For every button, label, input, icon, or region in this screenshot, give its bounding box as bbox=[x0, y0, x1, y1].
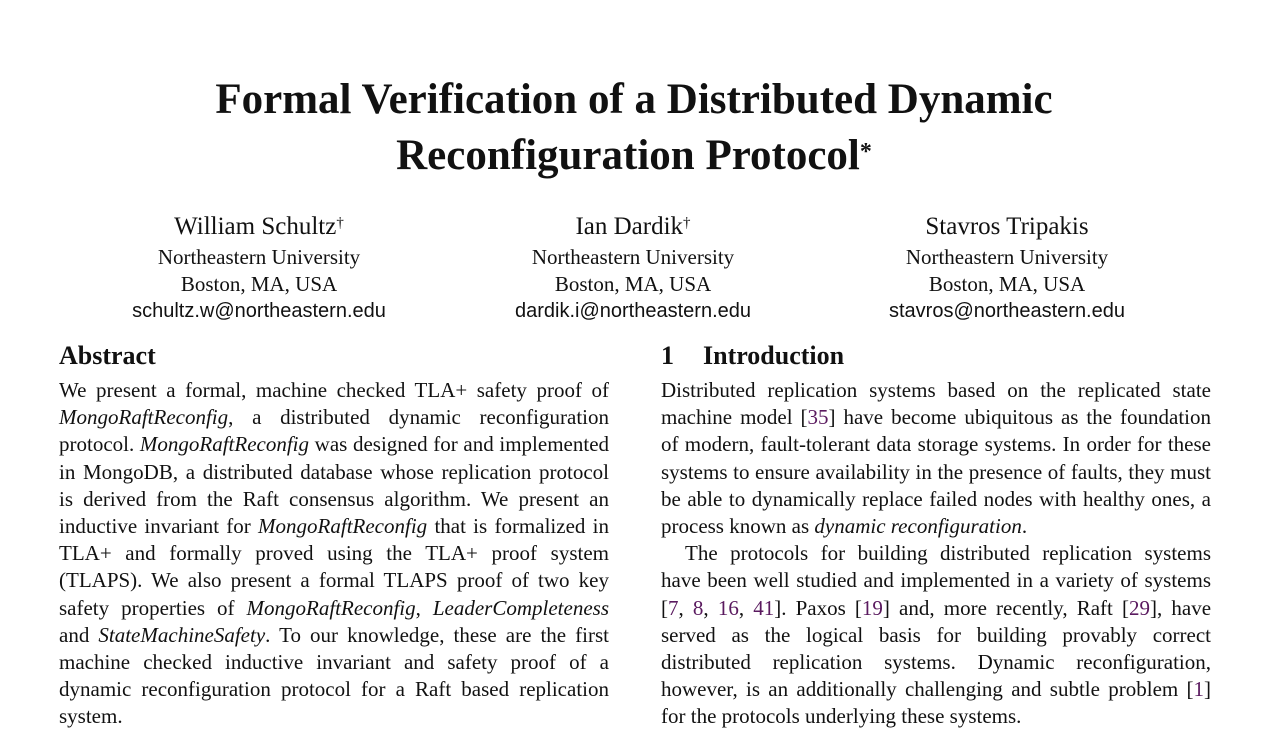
intro-paragraph-2 bbox=[661, 540, 1211, 730]
citation-link[interactable]: 16 bbox=[717, 595, 739, 620]
section-number: 1 bbox=[661, 341, 674, 370]
author-name bbox=[89, 210, 429, 244]
text-run: Distributed replication systems based on the replicated state machine model [ bbox=[661, 378, 1211, 430]
author-name-text: Ian Dardik bbox=[575, 213, 684, 240]
title-footnote-marker: * bbox=[859, 139, 872, 165]
text-run: , bbox=[678, 595, 693, 620]
author-location: Boston, MA, USA bbox=[180, 272, 338, 296]
author-name-text: Stavros Tripakis bbox=[925, 213, 1089, 240]
author-email: stavros@northeastern.edu bbox=[889, 300, 1125, 322]
abstract-heading: Abstract bbox=[59, 341, 156, 370]
author-name bbox=[463, 210, 803, 244]
citation-link[interactable]: 41 bbox=[753, 595, 775, 620]
author-name-text: William Schultz bbox=[174, 213, 337, 240]
text-run: We present a formal, machine checked TLA+ safety proof of bbox=[59, 378, 609, 402]
text-run: was designed for and implemented in MongoDB, a distributed database whose replication protocol is derived from the Raft consensus algorithm. We present an inductive invariant for bbox=[59, 432, 610, 539]
author-block-3 bbox=[837, 210, 1177, 325]
text-run: ] and, more recently, Raft [ bbox=[882, 595, 1130, 620]
citation-link[interactable]: 8 bbox=[692, 595, 704, 620]
text-run: , bbox=[738, 595, 754, 620]
emphasis: MongoRaftReconfig bbox=[258, 514, 428, 539]
abstract-paragraph bbox=[59, 377, 609, 731]
title-line-2-text: Reconfiguration Protocol bbox=[396, 132, 860, 179]
text-run: . To our knowledge, these are the first machine checked inductive invariant and safety proof of a dynamic reconfiguration protocol for a Raft based replication system. bbox=[59, 622, 609, 729]
paper-title bbox=[0, 72, 1268, 184]
author-location: Boston, MA, USA bbox=[928, 272, 1086, 296]
title-line-2 bbox=[0, 128, 1268, 184]
text-run: and bbox=[59, 622, 99, 647]
citation-link[interactable]: 19 bbox=[861, 595, 883, 620]
author-affiliation: Northeastern University bbox=[905, 245, 1109, 269]
text-run: ]. Paxos [ bbox=[774, 595, 862, 620]
emphasis: StateMachineSafety bbox=[98, 622, 266, 647]
text-run: . bbox=[1021, 514, 1028, 539]
author-location: Boston, MA, USA bbox=[554, 272, 712, 296]
author-mark: † bbox=[683, 215, 691, 231]
author-mark: † bbox=[336, 215, 344, 231]
text-run: ], have served as the logical basis for building provably correct distributed replication systems. Dynamic reconfiguration, however, is an additionally challenging and subtle problem [ bbox=[661, 595, 1212, 702]
citation-link[interactable]: 29 bbox=[1129, 595, 1151, 620]
citation-link[interactable]: 7 bbox=[668, 595, 679, 620]
intro-paragraph-1 bbox=[661, 377, 1211, 540]
citation-link[interactable]: 1 bbox=[1193, 677, 1204, 702]
author-affiliation: Northeastern University bbox=[157, 245, 361, 269]
introduction-body bbox=[661, 377, 1211, 731]
abstract-body bbox=[59, 377, 609, 731]
title-line-1: Formal Verification of a Distributed Dynamic bbox=[215, 76, 1053, 123]
author-block-1 bbox=[89, 210, 429, 325]
author-email: dardik.i@northeastern.edu bbox=[515, 300, 751, 322]
author-affiliation: Northeastern University bbox=[531, 245, 735, 269]
author-name bbox=[837, 210, 1177, 244]
text-run: , bbox=[415, 595, 433, 620]
emphasis: MongoRaftReconfig bbox=[139, 432, 310, 457]
text-run: that is formalized in TLA+ and formally proved using the TLA+ proof system (TLAPS). We also present a formal TLAPS proof of two key safety properties of bbox=[59, 514, 609, 620]
text-run: ] for the protocols underlying these systems. bbox=[661, 677, 1211, 729]
emphasis: LeaderCompleteness bbox=[432, 595, 610, 620]
emphasis: MongoRaftReconfig bbox=[246, 595, 416, 620]
citation-link[interactable]: 35 bbox=[807, 405, 829, 430]
text-run: , bbox=[703, 595, 718, 620]
section-title: Introduction bbox=[703, 341, 845, 370]
text-run: The protocols for building distributed replication systems have been well studied and implemented in a variety of systems [ bbox=[661, 541, 1211, 620]
emphasis: MongoRaftReconfig bbox=[59, 405, 229, 430]
author-email: schultz.w@northeastern.edu bbox=[132, 300, 386, 322]
author-block-2 bbox=[463, 210, 803, 325]
emphasis: dynamic reconfiguration bbox=[814, 514, 1022, 539]
text-run: ] have become ubiquitous as the foundation of modern, fault-tolerant data storage systems. In order for these systems to ensure availability in the presence of faults, they must be able to dynamically replace failed nodes with healthy ones, a process known as bbox=[661, 405, 1211, 539]
text-run: , a distributed dynamic reconfiguration protocol. bbox=[59, 405, 609, 457]
introduction-heading bbox=[661, 340, 844, 372]
